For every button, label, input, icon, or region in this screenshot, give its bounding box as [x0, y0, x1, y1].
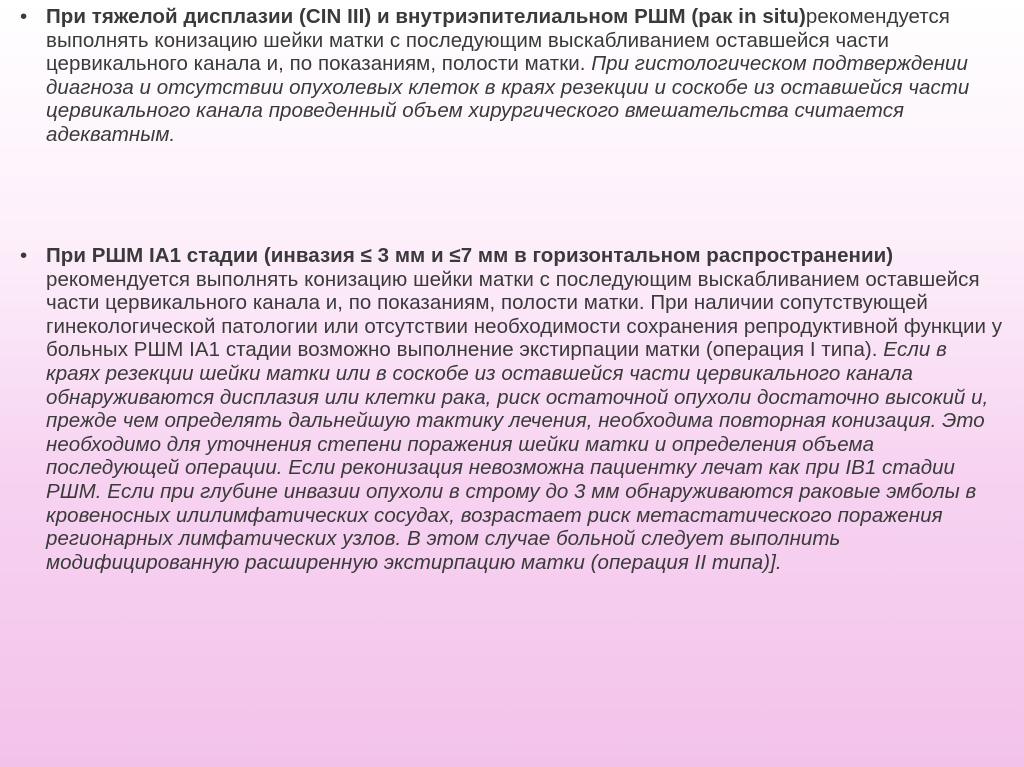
- bullet-italic-note: При гистологическом подтверждении диагноза и отсутствии опухолевых клеток в краях резекции и соскобе из оставшейся части цервикального канала проведенный объем хирургического вмешательства считается адекватным.: [46, 52, 970, 146]
- bullet-heading: При тяжелой дисплазии (CIN III) и внутриэпителиальном РШМ (рак in situ): [46, 5, 806, 28]
- bullet-text: [46, 5, 1004, 147]
- bullet-body: рекомендуется выполнять конизацию шейки матки с последующим выскабливанием оставшейся части цервикального канала и, по показаниям, полости матки. При наличии сопутствующей гинекологической патологии или отсутствии необходимости сохранения репродуктивной функции у больных РШМ IA1 стадии возможно выполнение экстирпации матки (операция I типа).: [46, 267, 1003, 362]
- bullet-marker: •: [20, 244, 28, 267]
- bullet-item-cin3: [20, 5, 1010, 147]
- bullet-body: рекомендуется выполнять конизацию шейки матки с последующим выскабливанием оставшейся части цервикального канала и, по показаниям, полости матки.: [46, 5, 950, 76]
- bullet-marker: •: [20, 5, 28, 28]
- bullet-italic-note: Если в краях резекции шейки матки или в соскобе из оставшейся части цервикального канала обнаруживаются дисплазия или клетки рака, риск остаточной опухоли достаточно высокий и, прежде чем определять дальнейшую тактику лечения, необходима повторная конизация. Это необходимо для уточнения степени поражения шейки матки и определения объема последующей операции. Если реконизация невозможна пациентку лечат как при IB1 стадии РШМ. Если при глубине инвазии опухоли в строму до 3 мм обнаруживаются раковые эмболы в кровеносных илилимфатических сосудах, возрастает риск метастатического поражения регионарных лимфатических узлов. В этом случае больной следует выполнить модифицированную расширенную экстирпацию матки (операция II типа)].: [46, 338, 989, 574]
- bullet-heading: При РШМ IA1 стадии (инвазия ≤ 3 мм и ≤7 мм в горизонтальном распространении): [46, 244, 894, 267]
- bullet-text: [46, 244, 1004, 574]
- bullet-item-ia1: [20, 244, 1010, 574]
